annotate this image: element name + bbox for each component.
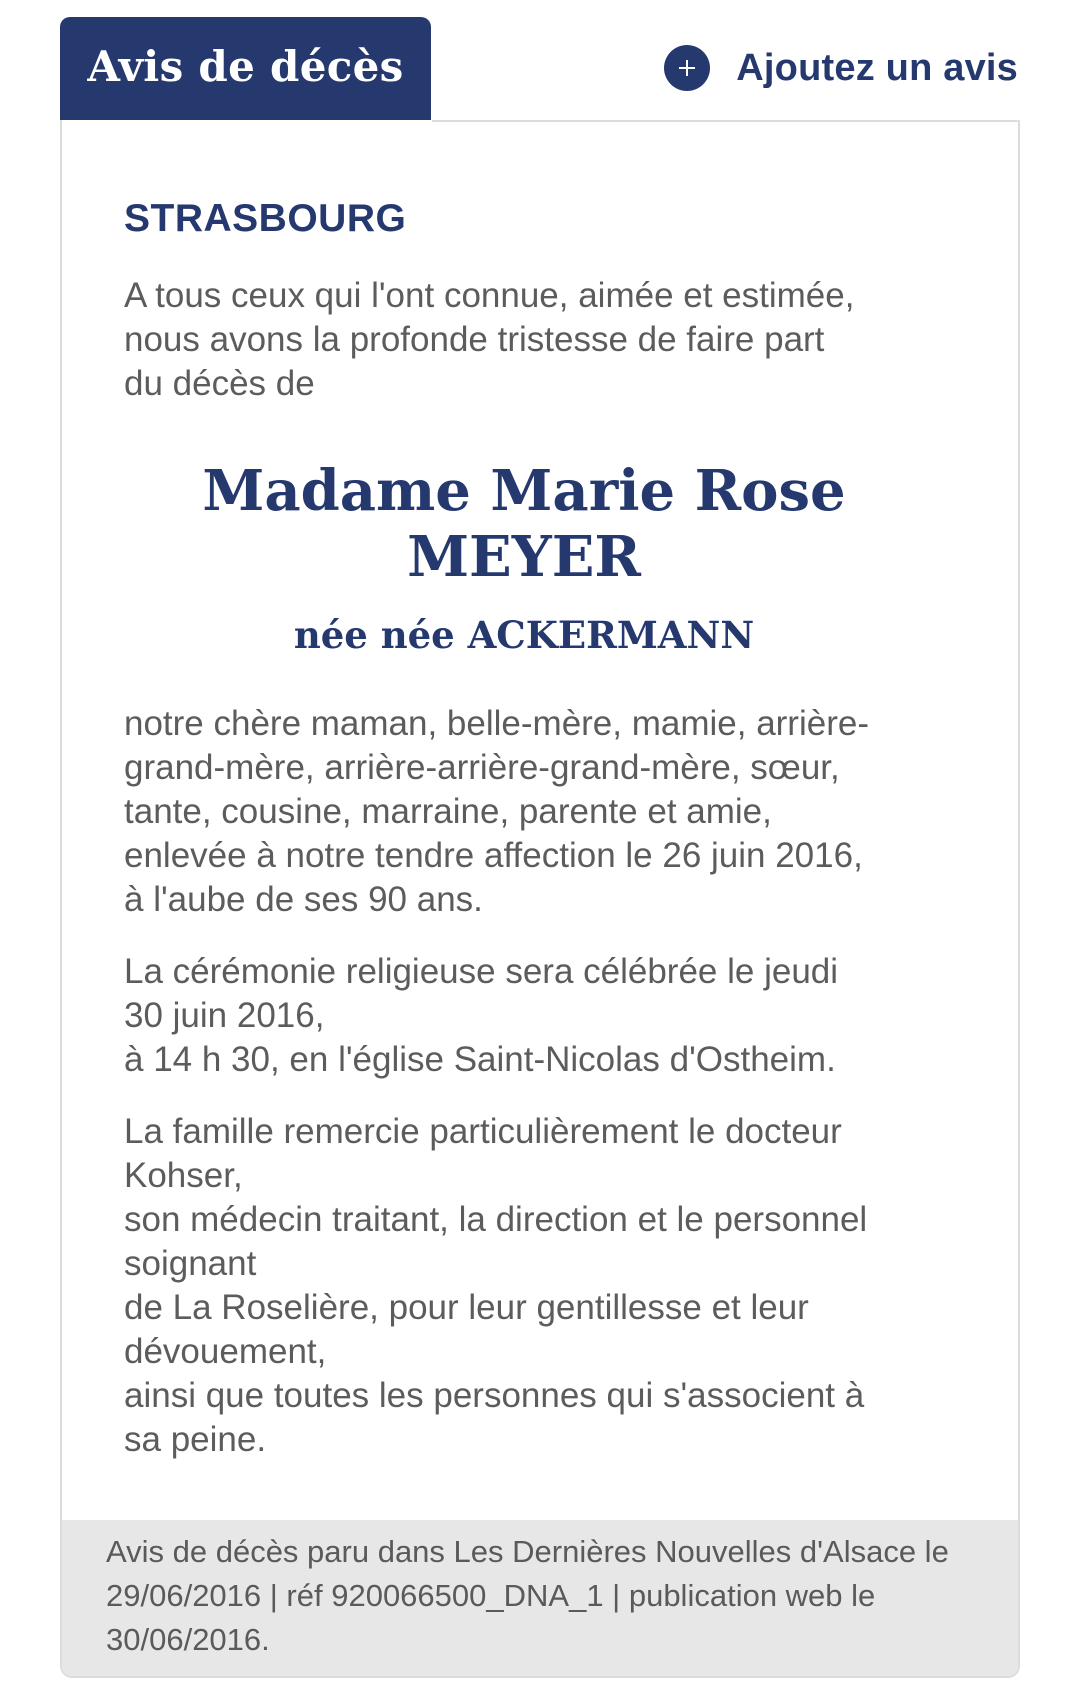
deceased-name: Madame Marie Rose MEYER: [202, 458, 846, 590]
add-notice-button[interactable]: [664, 40, 1018, 96]
obituary-content: [124, 196, 984, 1462]
obituary-card: [60, 120, 1020, 1678]
section-tab: [60, 17, 431, 120]
plus-circle-icon: [664, 45, 710, 91]
obituary-paragraph-thanks: La famille remercie particulièrement le docteur Kohser, son médecin traitant, la direction et le personnel soignant de La Roselière, pour leur gentillesse et leur dévouement, ainsi que toutes les personnes qui s'associent à sa peine.: [124, 1112, 868, 1459]
publication-footer: [62, 1520, 1018, 1676]
add-notice-label: Ajoutez un avis: [736, 46, 1018, 89]
obituary-paragraph-ceremony: La cérémonie religieuse sera célébrée le jeudi 30 juin 2016, à 14 h 30, en l'église Saint-Nicolas d'Ostheim.: [124, 952, 839, 1079]
publication-info: Avis de décès paru dans Les Dernières Nouvelles d'Alsace le 29/06/2016 | réf 920066500_DNA_1 | publication web le 30/06/2016.: [106, 1534, 949, 1657]
obituary-paragraph-family: notre chère maman, belle-mère, mamie, arrière- grand-mère, arrière-arrière-grand-mère, sœur, tante, cousine, marraine, parente et amie, enlevée à notre tendre affection le 26 juin 2016, à l'aube de ses 90 ans.: [124, 704, 869, 919]
city-heading: STRASBOURG: [124, 197, 407, 240]
intro-text: A tous ceux qui l'ont connue, aimée et estimée, nous avons la profonde tristesse de faire part du décès de: [124, 276, 855, 403]
maiden-name: née née ACKERMANN: [293, 613, 755, 657]
section-title: Avis de décès: [87, 42, 404, 91]
